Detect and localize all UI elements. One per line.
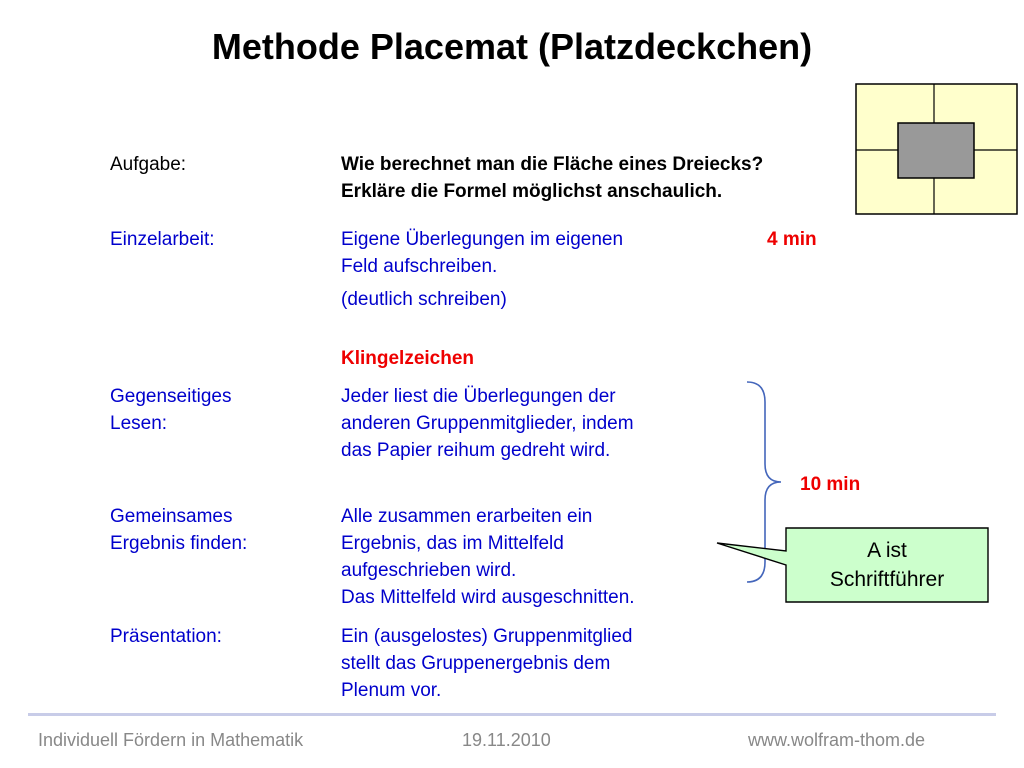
lesen-label-line-1: Gegenseitiges	[110, 386, 232, 407]
lesen-text	[341, 383, 634, 464]
einzelarbeit-time: 4 min	[767, 229, 817, 250]
praesentation-label: Präsentation:	[110, 626, 222, 647]
lesen-line-3: das Papier reihum gedreht wird.	[341, 440, 611, 461]
ergebnis-line-3: aufgeschrieben wird.	[341, 560, 517, 581]
placemat-center-field	[898, 123, 974, 178]
einzelarbeit-text	[341, 226, 623, 280]
ergebnis-text	[341, 503, 635, 611]
footer-date: 19.11.2010	[462, 730, 551, 750]
task-line-2: Erkläre die Formel möglichst anschaulich.	[341, 181, 723, 202]
ergebnis-label	[110, 503, 247, 557]
combined-time: 10 min	[800, 474, 861, 495]
praesentation-line-1: Ein (ausgelostes) Gruppenmitglied	[341, 626, 633, 647]
ergebnis-label-line-1: Gemeinsames	[110, 506, 233, 527]
task-line-1: Wie berechnet man die Fläche eines Dreiecks?	[341, 154, 764, 175]
praesentation-line-3: Plenum vor.	[341, 680, 442, 701]
slide-title: Methode Placemat (Platzdeckchen)	[211, 26, 813, 67]
callout-line-1: A ist	[867, 539, 907, 562]
footer-left: Individuell Fördern in Mathematik	[38, 730, 304, 750]
callout-line-2: Schriftführer	[829, 568, 945, 591]
einzelarbeit-note: (deutlich schreiben)	[341, 289, 507, 310]
einzelarbeit-label: Einzelarbeit:	[110, 229, 215, 250]
task-label: Aufgabe:	[110, 154, 187, 175]
ergebnis-line-2: Ergebnis, das im Mittelfeld	[341, 533, 564, 554]
ergebnis-line-1: Alle zusammen erarbeiten ein	[341, 506, 593, 527]
lesen-line-1: Jeder liest die Überlegungen der	[341, 386, 616, 407]
lesen-line-2: anderen Gruppenmitglieder, indem	[341, 413, 634, 434]
footer-url[interactable]: www.wolfram-thom.de	[748, 730, 926, 750]
lesen-label-line-2: Lesen:	[110, 413, 168, 434]
lesen-label	[110, 383, 231, 437]
einzelarbeit-line-1: Eigene Überlegungen im eigenen	[341, 229, 624, 250]
placemat-diagram	[855, 83, 1019, 216]
praesentation-text	[341, 623, 633, 704]
signal-label: Klingelzeichen	[341, 348, 475, 369]
ergebnis-line-4: Das Mittelfeld wird ausgeschnitten.	[341, 587, 635, 608]
callout-text	[786, 536, 988, 594]
task-text	[341, 151, 763, 205]
einzelarbeit-line-2: Feld aufschreiben.	[341, 256, 498, 277]
praesentation-line-2: stellt das Gruppenergebnis dem	[341, 653, 611, 674]
footer-divider	[28, 713, 996, 716]
ergebnis-label-line-2: Ergebnis finden:	[110, 533, 248, 554]
